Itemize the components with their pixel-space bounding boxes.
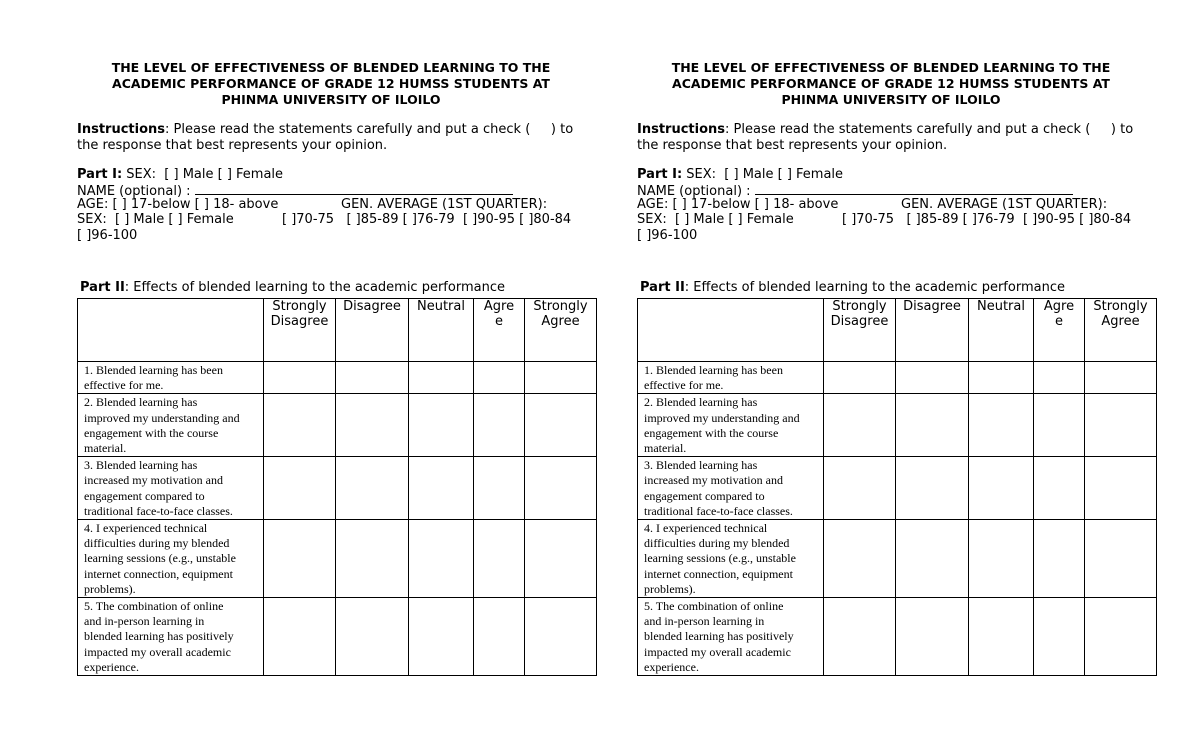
header-strongly-agree: Strongly Agree (525, 299, 597, 362)
response-cell[interactable] (409, 394, 474, 457)
response-cell[interactable] (264, 520, 336, 598)
part-1-section (77, 167, 597, 243)
response-cell[interactable] (969, 598, 1034, 676)
response-cell[interactable] (474, 520, 525, 598)
response-cell[interactable] (1034, 598, 1085, 676)
part-1-label: Part I: (637, 167, 683, 182)
table-row (638, 520, 1157, 598)
part-2-text: : Effects of blended learning to the academic performance (124, 280, 505, 295)
grade-range-options[interactable]: [ ]70-75 [ ]85-89 [ ]76-79 [ ]90-95 [ ]80-84 (842, 212, 1132, 227)
header-neutral: Neutral (969, 299, 1034, 362)
survey-form-right (637, 60, 1157, 674)
part-2-text: : Effects of blended learning to the academic performance (684, 280, 1065, 295)
statement-cell: 2. Blended learning has improved my understanding and engagement with the course material. (638, 394, 824, 457)
part-1-label: Part I: (77, 167, 123, 182)
response-cell[interactable] (1085, 520, 1157, 598)
header-blank-cell (638, 299, 824, 362)
response-cell[interactable] (969, 520, 1034, 598)
header-strongly-disagree: Strongly Disagree (824, 299, 896, 362)
response-cell[interactable] (1034, 362, 1085, 394)
header-disagree: Disagree (896, 299, 969, 362)
response-cell[interactable] (336, 598, 409, 676)
instructions-text: the response that best represents your opinion. (77, 137, 388, 153)
survey-form-left (77, 60, 597, 674)
response-cell[interactable] (336, 394, 409, 457)
part-1-section (637, 167, 1157, 243)
response-cell[interactable] (896, 457, 969, 520)
response-cell[interactable] (824, 394, 896, 457)
response-cell[interactable] (336, 520, 409, 598)
response-cell[interactable] (969, 394, 1034, 457)
statement-cell: 5. The combination of online and in-person learning in blended learning has positively impacted my overall academic experience. (638, 598, 824, 676)
instructions (77, 122, 597, 153)
sex-options[interactable]: SEX: [ ] Male [ ] Female (77, 212, 234, 227)
response-cell[interactable] (824, 457, 896, 520)
name-label: NAME (optional) : (637, 184, 751, 199)
header-strongly-disagree: Strongly Disagree (264, 299, 336, 362)
response-cell[interactable] (525, 457, 597, 520)
response-cell[interactable] (1085, 457, 1157, 520)
table-header-row (638, 299, 1157, 362)
survey-title (77, 60, 597, 108)
sex-options[interactable]: SEX: [ ] Male [ ] Female (122, 167, 284, 182)
instructions-text: : Please read the statements carefully and put a check ( ) to (725, 122, 1134, 137)
sex-options[interactable]: SEX: [ ] Male [ ] Female (637, 212, 794, 227)
statement-cell: 3. Blended learning has increased my motivation and engagement compared to traditional face-to-face classes. (78, 457, 264, 520)
response-cell[interactable] (824, 362, 896, 394)
header-strongly-agree: Strongly Agree (1085, 299, 1157, 362)
response-cell[interactable] (264, 598, 336, 676)
gen-average-label: GEN. AVERAGE (1ST QUARTER): (341, 197, 548, 212)
response-cell[interactable] (1034, 520, 1085, 598)
title-line: ACADEMIC PERFORMANCE OF GRADE 12 HUMSS STUDENTS AT (672, 76, 1110, 91)
response-cell[interactable] (1034, 394, 1085, 457)
response-cell[interactable] (1034, 457, 1085, 520)
table-row (638, 457, 1157, 520)
response-cell[interactable] (474, 362, 525, 394)
response-cell[interactable] (896, 394, 969, 457)
response-cell[interactable] (474, 598, 525, 676)
grade-range-option[interactable]: [ ]96-100 (637, 228, 698, 243)
sex-options[interactable]: SEX: [ ] Male [ ] Female (682, 167, 844, 182)
instructions-label: Instructions (637, 122, 726, 137)
table-row (638, 598, 1157, 676)
response-cell[interactable] (969, 362, 1034, 394)
name-field[interactable] (755, 182, 1073, 195)
response-cell[interactable] (525, 362, 597, 394)
response-cell[interactable] (896, 598, 969, 676)
statement-cell: 1. Blended learning has been effective for me. (78, 362, 264, 394)
name-field[interactable] (195, 182, 513, 195)
response-cell[interactable] (896, 520, 969, 598)
instructions (637, 122, 1157, 153)
title-line: ACADEMIC PERFORMANCE OF GRADE 12 HUMSS STUDENTS AT (112, 76, 550, 91)
table-row (638, 362, 1157, 394)
table-row (78, 520, 597, 598)
table-row (78, 598, 597, 676)
table-row (78, 394, 597, 457)
response-cell[interactable] (336, 457, 409, 520)
instructions-text: the response that best represents your opinion. (637, 137, 948, 153)
response-cell[interactable] (1085, 598, 1157, 676)
table-header-row (78, 299, 597, 362)
statement-cell: 1. Blended learning has been effective for me. (638, 362, 824, 394)
instructions-text: : Please read the statements carefully and put a check ( ) to (165, 122, 574, 137)
header-disagree: Disagree (336, 299, 409, 362)
age-options[interactable]: AGE: [ ] 17-below [ ] 18- above (637, 197, 839, 212)
table-row (78, 457, 597, 520)
response-cell[interactable] (824, 598, 896, 676)
response-cell[interactable] (824, 520, 896, 598)
response-cell[interactable] (1085, 362, 1157, 394)
response-cell[interactable] (336, 362, 409, 394)
response-cell[interactable] (969, 457, 1034, 520)
statement-cell: 3. Blended learning has increased my motivation and engagement compared to traditional face-to-face classes. (638, 457, 824, 520)
response-cell[interactable] (409, 520, 474, 598)
statement-cell: 5. The combination of online and in-person learning in blended learning has positively impacted my overall academic experience. (78, 598, 264, 676)
response-cell[interactable] (525, 598, 597, 676)
part-2-heading (640, 280, 1065, 295)
header-agree: Agre e (1034, 299, 1085, 362)
name-label: NAME (optional) : (77, 184, 191, 199)
part-2-label: Part II (640, 280, 685, 295)
gen-average-label: GEN. AVERAGE (1ST QUARTER): (901, 197, 1108, 212)
response-cell[interactable] (264, 362, 336, 394)
likert-table (637, 298, 1157, 676)
response-cell[interactable] (409, 362, 474, 394)
response-cell[interactable] (264, 457, 336, 520)
title-line: THE LEVEL OF EFFECTIVENESS OF BLENDED LEARNING TO THE (671, 60, 1111, 75)
statement-cell: 2. Blended learning has improved my understanding and engagement with the course material. (78, 394, 264, 457)
title-line: PHINMA UNIVERSITY OF ILOILO (781, 92, 1001, 107)
response-cell[interactable] (896, 362, 969, 394)
statement-cell: 4. I experienced technical difficulties during my blended learning sessions (e.g., unstable internet connection, equipment problems). (638, 520, 824, 598)
survey-title (637, 60, 1157, 108)
response-cell[interactable] (409, 457, 474, 520)
statement-cell: 4. I experienced technical difficulties during my blended learning sessions (e.g., unstable internet connection, equipment problems). (78, 520, 264, 598)
table-row (638, 394, 1157, 457)
grade-range-options[interactable]: [ ]70-75 [ ]85-89 [ ]76-79 [ ]90-95 [ ]80-84 (282, 212, 572, 227)
part-2-label: Part II (80, 280, 125, 295)
grade-range-option[interactable]: [ ]96-100 (77, 228, 138, 243)
response-cell[interactable] (525, 394, 597, 457)
title-line: THE LEVEL OF EFFECTIVENESS OF BLENDED LEARNING TO THE (111, 60, 551, 75)
response-cell[interactable] (474, 394, 525, 457)
response-cell[interactable] (264, 394, 336, 457)
response-cell[interactable] (525, 520, 597, 598)
age-options[interactable]: AGE: [ ] 17-below [ ] 18- above (77, 197, 279, 212)
response-cell[interactable] (474, 457, 525, 520)
title-line: PHINMA UNIVERSITY OF ILOILO (221, 92, 441, 107)
instructions-label: Instructions (77, 122, 166, 137)
table-row (78, 362, 597, 394)
header-agree: Agre e (474, 299, 525, 362)
response-cell[interactable] (1085, 394, 1157, 457)
header-blank-cell (78, 299, 264, 362)
part-2-heading (80, 280, 505, 295)
header-neutral: Neutral (409, 299, 474, 362)
likert-table (77, 298, 597, 676)
response-cell[interactable] (409, 598, 474, 676)
